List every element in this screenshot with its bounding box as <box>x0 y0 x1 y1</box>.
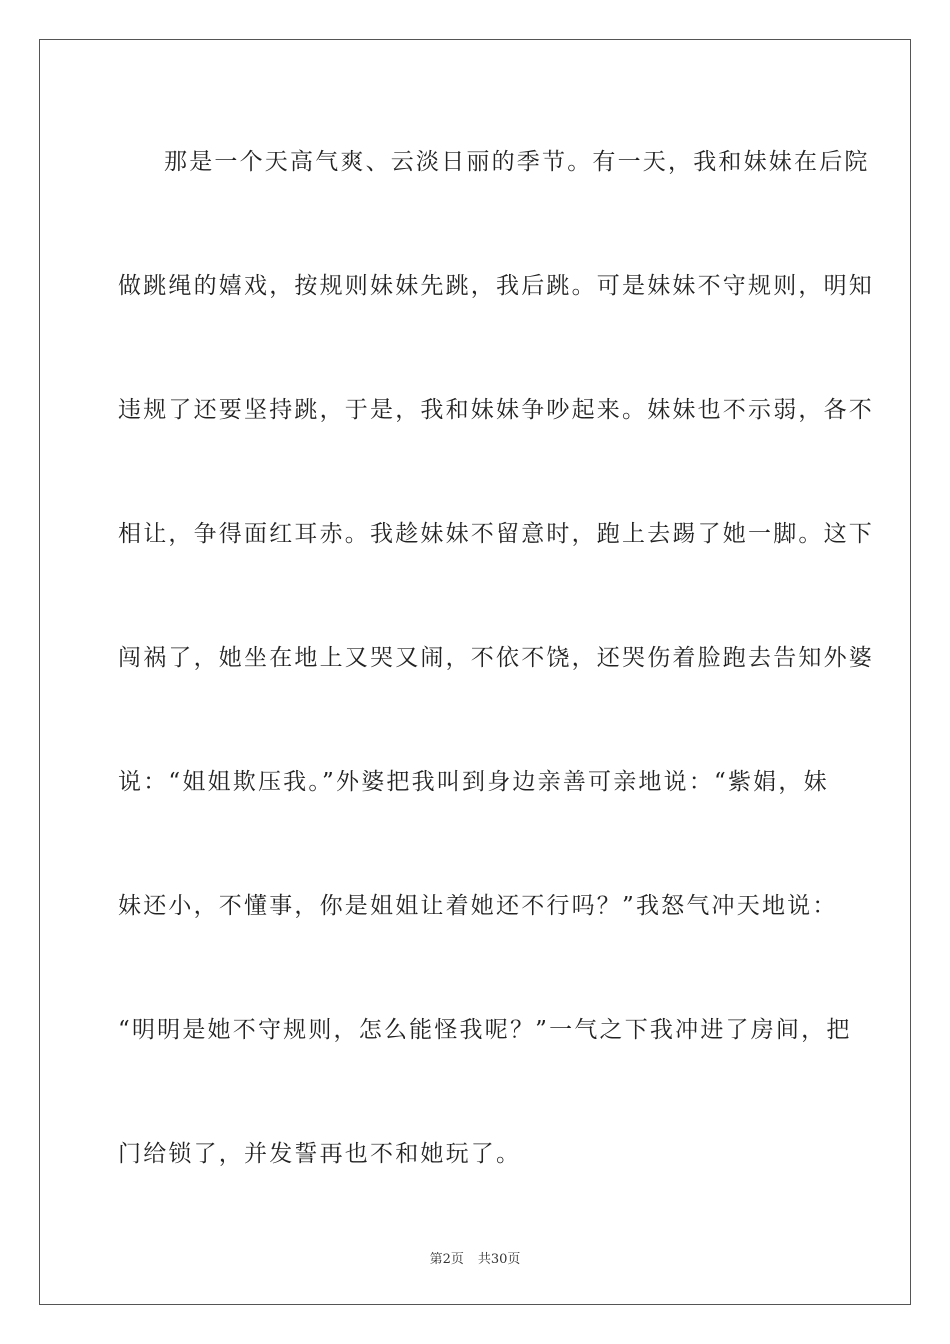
document-body <box>118 100 874 1216</box>
text-line: 闯祸了，她坐在地上又哭又闹，不依不饶，还哭伤着脸跑去告知外婆 <box>118 645 874 671</box>
text-line: 相让，争得面红耳赤。我趁妹妹不留意时，跑上去踢了她一脚。这下 <box>118 521 874 547</box>
page-number: 第2页 <box>429 1252 464 1267</box>
text-line: “明明是她不守规则，怎么能怪我呢？”一气之下我冲进了房间，把 <box>118 1017 852 1043</box>
text-line: 门给锁了，并发誓再也不和她玩了。 <box>118 1141 522 1167</box>
text-line: 妹还小，不懂事，你是姐姐让着她还不行吗？”我怒气冲天地说： <box>118 893 838 919</box>
page-total: 共30页 <box>477 1252 521 1267</box>
text-line: 那是一个天高气爽、云淡日丽的季节。有一天，我和妹妹在后院 <box>164 149 870 175</box>
text-line: 说：“姐姐欺压我。”外婆把我叫到身边亲善可亲地说：“紫娟，妹 <box>118 769 829 795</box>
text-line: 违规了还要坚持跳，于是，我和妹妹争吵起来。妹妹也不示弱，各不 <box>118 397 874 423</box>
text-line: 做跳绳的嬉戏，按规则妹妹先跳，我后跳。可是妹妹不守规则，明知 <box>118 273 874 299</box>
page-footer <box>0 1248 950 1267</box>
